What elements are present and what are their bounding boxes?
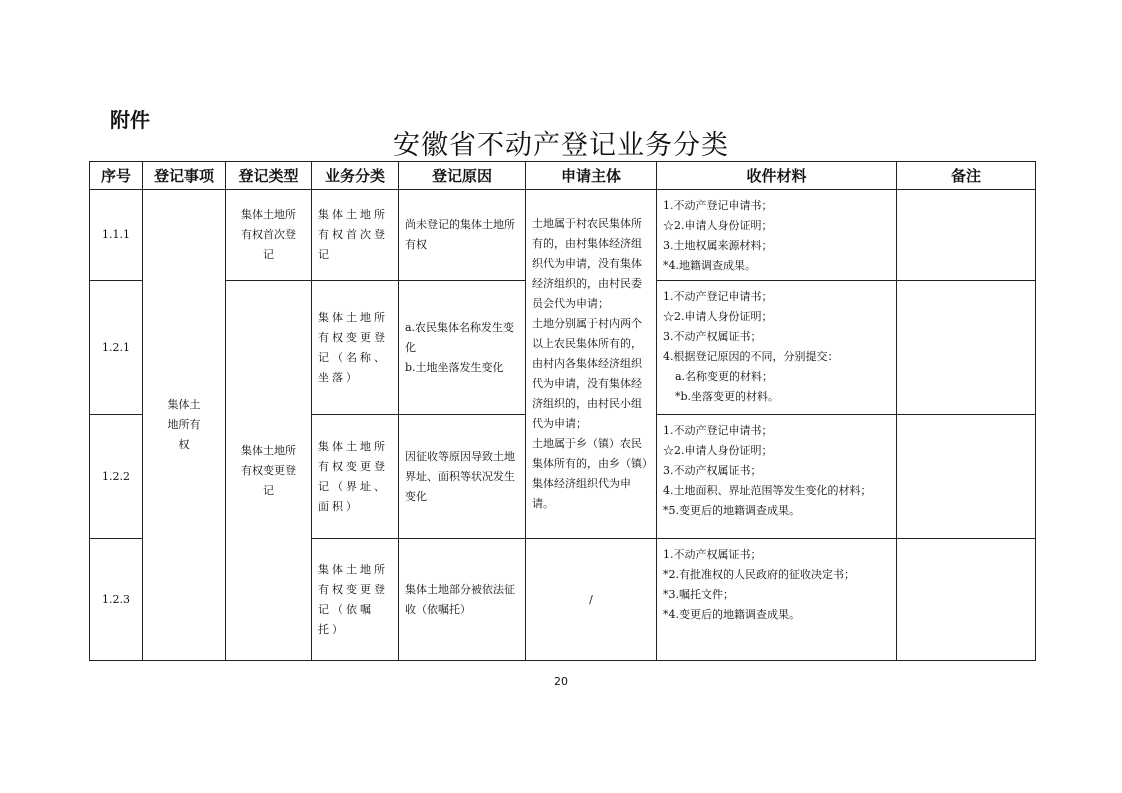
business-category-cell: 集体土地所有权变更登记（依嘱托）: [312, 539, 399, 661]
table-header-row: [90, 162, 1036, 190]
registration-reason-cell: 尚未登记的集体土地所有权: [399, 190, 526, 281]
materials-cell: 1.不动产登记申请书； ☆2.申请人身份证明； 3.土地权属来源材料； *4.地籍调查成果。: [657, 190, 897, 281]
header-seq: 序号: [90, 162, 143, 190]
business-category-cell: 集体土地所有权变更登记（界址、面积）: [312, 415, 399, 539]
header-applicant: 申请主体: [526, 162, 657, 190]
header-registration-reason: 登记原因: [399, 162, 526, 190]
materials-cell: 1.不动产登记申请书； ☆2.申请人身份证明； 3.不动产权属证书； 4.根据登记原因的不同，分别提交： a.名称变更的材料； *b.坐落变更的材料。: [657, 281, 897, 415]
header-registration-type: 登记类型: [226, 162, 312, 190]
business-category-cell: 集体土地所有权变更登记（名称、坐落）: [312, 281, 399, 415]
applicant-cell: /: [526, 539, 657, 661]
business-category-cell: 集体土地所有权首次登记: [312, 190, 399, 281]
seq-cell: 1.2.2: [90, 415, 143, 539]
seq-cell: 1.2.3: [90, 539, 143, 661]
header-business-category: 业务分类: [312, 162, 399, 190]
remarks-cell: [897, 415, 1036, 539]
business-classification-table: [89, 161, 1036, 661]
remarks-cell: [897, 539, 1036, 661]
header-registration-item: 登记事项: [143, 162, 226, 190]
seq-cell: 1.2.1: [90, 281, 143, 415]
page-title: 安徽省不动产登记业务分类: [393, 130, 729, 161]
remarks-cell: [897, 190, 1036, 281]
applicant-cell: 土地属于村农民集体所有的，由村集体经济组织代为申请，没有集体经济组织的，由村民委员会代为申请； 土地分别属于村内两个以上农民集体所有的，由村内各集体经济组织代为申请，没有集体经济组织的，由村民小组代为申请； 土地属于乡（镇）农民集体所有的，由乡（镇）集体经济组织代为申请。: [526, 190, 657, 539]
registration-reason-cell: 因征收等原因导致土地界址、面积等状况发生变化: [399, 415, 526, 539]
materials-cell: 1.不动产登记申请书； ☆2.申请人身份证明； 3.不动产权属证书； 4.土地面积、界址范围等发生变化的材料； *5.变更后的地籍调查成果。: [657, 415, 897, 539]
registration-reason-cell: 集体土地部分被依法征收（依嘱托）: [399, 539, 526, 661]
remarks-cell: [897, 281, 1036, 415]
registration-type-cell: 集体土地所有权首次登记: [226, 190, 312, 281]
page-number: 20: [554, 675, 568, 688]
table-row: [90, 190, 1036, 281]
registration-item-cell: 集体土地所有权: [143, 190, 226, 661]
header-materials: 收件材料: [657, 162, 897, 190]
header-remarks: 备注: [897, 162, 1036, 190]
registration-type-cell: 集体土地所有权变更登记: [226, 281, 312, 661]
seq-cell: 1.1.1: [90, 190, 143, 281]
materials-cell: 1.不动产权属证书； *2.有批准权的人民政府的征收决定书； *3.嘱托文件； *4.变更后的地籍调查成果。: [657, 539, 897, 661]
attachment-label: 附件: [110, 108, 150, 132]
registration-reason-cell: a.农民集体名称发生变化 b.土地坐落发生变化: [399, 281, 526, 415]
